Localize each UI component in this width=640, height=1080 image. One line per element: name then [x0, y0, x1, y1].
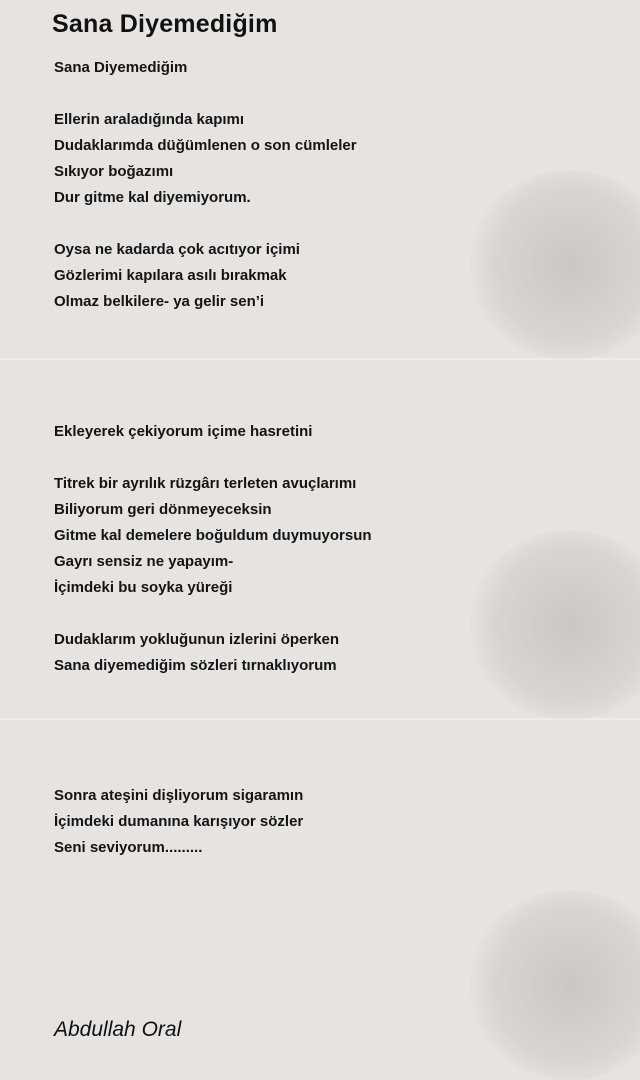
poem-line: Ekleyerek çekiyorum içime hasretini	[54, 423, 313, 440]
poem-line: Ellerin araladığında kapımı	[54, 111, 245, 128]
poem-line: İçimdeki bu soyka yüreği	[54, 579, 233, 596]
poem-line: Sıkıyor boğazımı	[54, 163, 174, 180]
poem-line: Gayrı sensiz ne yapayım-	[54, 553, 234, 570]
stanza-1	[54, 107, 614, 211]
page-title: Sana Diyemediğim	[52, 10, 278, 38]
poem-line: Seni seviyorum.........	[54, 839, 203, 856]
poem-line: İçimdeki dumanına karışıyor sözler	[54, 813, 304, 830]
poem-line: Dudaklarımda düğümlenen o son cümleler	[54, 137, 357, 154]
stanza-4	[54, 471, 614, 601]
stanza-2	[54, 237, 614, 315]
stanza-3	[54, 419, 614, 445]
poem-line: Sonra ateşini dişliyorum sigaramın	[54, 787, 304, 804]
poem-line: Biliyorum geri dönmeyeceksin	[54, 501, 272, 518]
poem-line: Gözlerimi kapılara asılı bırakmak	[54, 267, 287, 284]
poem-line: Oysa ne kadarda çok acıtıyor içimi	[54, 241, 300, 258]
stanza-5	[54, 627, 614, 679]
poem-line: Gitme kal demelere boğuldum duymuyorsun	[54, 527, 372, 544]
poem-heading: Sana Diyemediğim	[54, 59, 188, 76]
poem-line: Olmaz belkilere- ya gelir sen’i	[54, 293, 265, 310]
poem-line: Dudaklarım yokluğunun izlerini öperken	[54, 631, 340, 648]
poem-line: Titrek bir ayrılık rüzgârı terleten avuçlarımı	[54, 475, 357, 492]
poem-body	[54, 55, 614, 861]
stanza-6	[54, 783, 614, 861]
poem-line: Sana diyemediğim sözleri tırnaklıyorum	[54, 657, 337, 674]
author-name: Abdullah Oral	[54, 1018, 182, 1041]
poem-line: Dur gitme kal diyemiyorum.	[54, 189, 251, 206]
